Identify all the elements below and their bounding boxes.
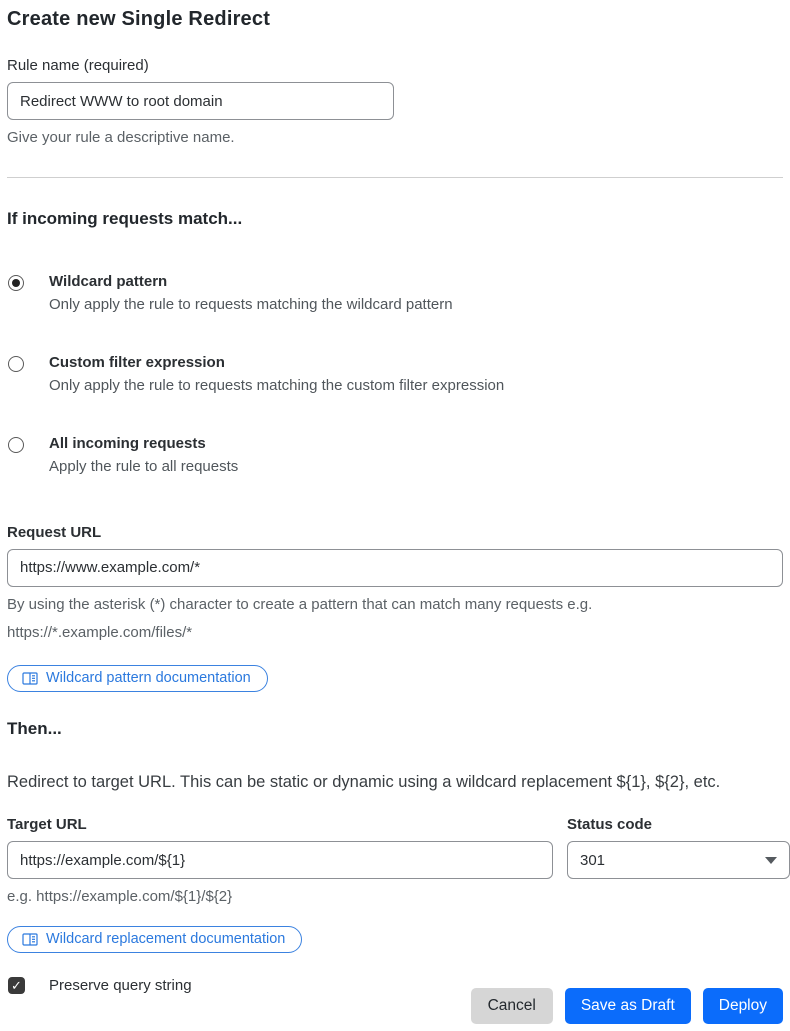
wildcard-pattern-doc-button[interactable] <box>7 665 268 692</box>
request-url-helper <box>7 594 783 644</box>
radio-option-wildcard-pattern[interactable] <box>7 273 783 313</box>
book-icon <box>22 933 38 946</box>
save-as-draft-button[interactable]: Save as Draft <box>565 988 691 1024</box>
radio-label: All incoming requests <box>49 434 206 452</box>
then-description: Redirect to target URL. This can be static or dynamic using a wildcard replacement ${1}, ${2}, etc. <box>7 773 721 792</box>
status-code-label: Status code <box>567 816 653 834</box>
section-divider <box>7 177 783 178</box>
status-code-value: 301 <box>580 851 606 869</box>
target-url-helper: e.g. https://example.com/${1}/${2} <box>7 888 233 906</box>
target-url-label: Target URL <box>7 816 87 834</box>
match-section-heading: If incoming requests match... <box>7 208 243 228</box>
footer-actions <box>471 988 783 1024</box>
wildcard-replacement-doc-button[interactable] <box>7 926 302 953</box>
deploy-button[interactable]: Deploy <box>703 988 783 1024</box>
radio-description: Only apply the rule to requests matching the wildcard pattern <box>49 295 453 313</box>
page-title: Create new Single Redirect <box>7 8 271 30</box>
radio-label: Wildcard pattern <box>49 272 168 290</box>
doc-button-label: Wildcard replacement documentation <box>46 931 286 947</box>
request-url-helper-line2: https://*.example.com/files/* <box>7 623 193 641</box>
cancel-button[interactable]: Cancel <box>471 988 553 1024</box>
status-code-select[interactable] <box>567 841 790 879</box>
preserve-query-checkbox[interactable] <box>8 977 25 994</box>
radio-button[interactable] <box>8 356 24 372</box>
rule-name-label: Rule name (required) <box>7 57 149 74</box>
radio-label: Custom filter expression <box>49 353 225 371</box>
rule-name-helper: Give your rule a descriptive name. <box>7 129 235 146</box>
then-section-heading: Then... <box>7 719 62 739</box>
radio-option-all-requests[interactable] <box>7 435 783 475</box>
request-url-label: Request URL <box>7 523 102 541</box>
request-url-input[interactable] <box>7 549 783 587</box>
checkmark-icon: ✓ <box>11 978 22 993</box>
radio-button-selected[interactable] <box>8 275 24 291</box>
radio-option-custom-filter[interactable] <box>7 354 783 394</box>
book-icon <box>22 672 38 685</box>
chevron-down-icon <box>765 857 777 864</box>
radio-button[interactable] <box>8 437 24 453</box>
doc-button-label: Wildcard pattern documentation <box>46 670 251 687</box>
request-url-helper-line1: By using the asterisk (*) character to create a pattern that can match many requests e.g. <box>7 595 593 613</box>
target-status-row <box>7 792 783 908</box>
target-url-input[interactable] <box>7 841 553 879</box>
radio-description: Apply the rule to all requests <box>49 457 239 475</box>
radio-description: Only apply the rule to requests matching the custom filter expression <box>49 376 505 394</box>
preserve-query-label: Preserve query string <box>49 977 192 994</box>
rule-name-input[interactable] <box>7 82 394 120</box>
